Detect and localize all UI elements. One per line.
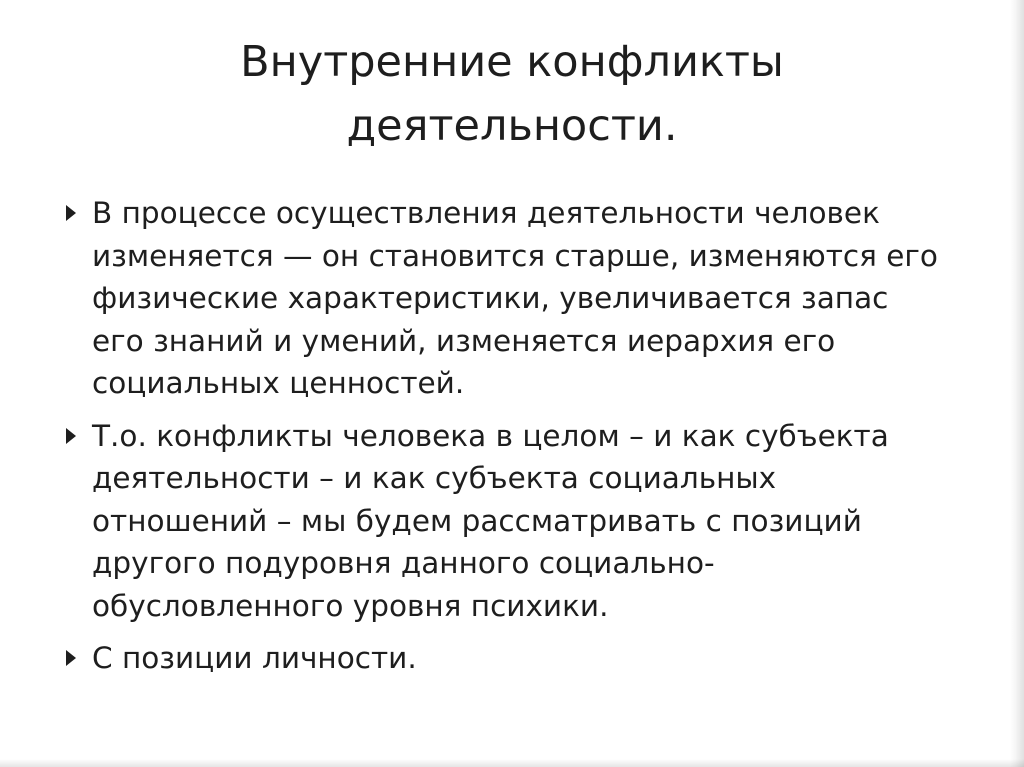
bullet-text (92, 637, 984, 680)
bullet-arrow-icon (66, 428, 76, 444)
bullet-arrow-icon (66, 650, 76, 666)
slide-title-line-1: Внутренние конфликты (240, 37, 784, 87)
bullet-line: В процессе осуществления деятельности человек (92, 196, 880, 230)
bullet-line: другого подуровня данного социально- (92, 546, 715, 580)
bullet-line: его знаний и умений, изменяется иерархия его (92, 323, 836, 358)
bullet-line: социальных ценностей. (92, 366, 465, 400)
page-edge-shadow (0, 759, 1024, 767)
bullet-list (64, 192, 984, 690)
bullet-item-1 (64, 192, 984, 405)
bullet-line: отношений – мы будем рассматривать с позиций (92, 503, 862, 538)
bullet-text (92, 192, 984, 405)
bullet-text (92, 415, 984, 628)
bullet-item-3 (64, 637, 984, 680)
bullet-line: физические характеристики, увеличивается запас (92, 281, 889, 315)
bullet-arrow-icon (66, 205, 76, 221)
bullet-item-2 (64, 415, 984, 628)
bullet-line: Т.о. конфликты человека в целом – и как субъекта (92, 418, 889, 453)
slide-title-line-2: деятельности. (346, 101, 678, 151)
bullet-line: изменяется — он становится старше, изменяются его (92, 238, 938, 273)
bullet-line: обусловленного уровня психики. (92, 588, 609, 623)
slide-title (100, 30, 924, 158)
page-edge-shadow (1010, 0, 1024, 767)
bullet-line: С позиции личности. (92, 641, 417, 675)
bullet-line: деятельности – и как субъекта социальных (92, 461, 777, 495)
